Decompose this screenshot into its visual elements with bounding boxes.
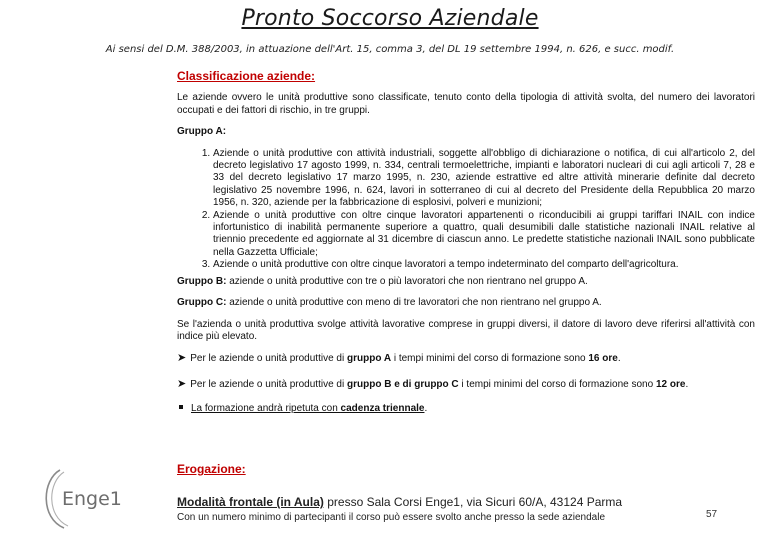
group-c-paragraph bbox=[177, 297, 755, 309]
group-b-text: aziende o unità produttive con tre o più lavoratori che non rientrano nel gruppo A. bbox=[226, 275, 588, 287]
square-bullet-icon bbox=[179, 405, 183, 409]
group-a-heading: Gruppo A: bbox=[177, 126, 227, 138]
rule-group-a: ➤ Per le aziende o unità produttive di gruppo A i tempi minimi del corso di formazione sono 16 ore. bbox=[177, 352, 621, 365]
left-margin bbox=[0, 0, 172, 540]
rule-group-bc: ➤ Per le aziende o unità produttive di gruppo B e di gruppo C i tempi minimi del corso di formazione sono 12 ore. bbox=[177, 377, 689, 390]
mixed-activity-note: Se l'azienda o unità produttiva svolge attività lavorative comprese in gruppi diversi, il datore di lavoro deve riferirsi all'attività con indice più elevato. bbox=[177, 318, 755, 342]
delivery-mode-text: presso Sala Corsi Enge1, via Sicuri 60/A, 43124 Parma bbox=[323, 495, 623, 509]
erogation-heading: Erogazione: bbox=[177, 462, 246, 476]
group-b-label: Gruppo B: bbox=[177, 275, 227, 287]
page-number: 57 bbox=[706, 509, 718, 520]
group-a-item: 1. Aziende o unità produttive con attività industriali, soggette all'obbligo di dichiarazione o notifica, di cui all'articolo 2, del decreto legislativo 17 agosto 1999, n. 334, centrali termoelettriche, impianti e laboratori nucleari di cui agli articoli 7, 28 e 33 del decreto legislativo 17 marzo 1995, n. 230, aziende estrattive ed altre attività minerarie definite dal decreto legislativo 25 novembre 1996, n. 624, lavori in sotterraneo di cui al decreto del Presidente della Repubblica 20 marzo 1956, n. 320, aziende per la fabbricazione di esplosivi, polveri e munizioni; bbox=[213, 148, 755, 210]
group-a-item: 3. Aziende o unità produttive con oltre cinque lavoratori a tempo indeterminato del comparto dell'agricoltura. bbox=[213, 259, 755, 271]
classification-heading: Classificazione aziende: bbox=[177, 69, 316, 83]
page-subtitle: Ai sensi del D.M. 388/2003, in attuazione dell'Art. 15, comma 3, del DL 19 settembre 1994, n. 626, e succ. modif. bbox=[105, 44, 675, 55]
group-c-label: Gruppo C: bbox=[177, 297, 227, 309]
arrow-bullet-icon: ➤ bbox=[177, 377, 187, 390]
delivery-mode bbox=[177, 495, 622, 509]
delivery-mode-label: Modalità frontale (in Aula) bbox=[177, 495, 324, 509]
classification-intro: Le aziende ovvero le unità produttive sono classificate, tenuto conto della tipologia di attività svolta, del numero dei lavoratori occupati e dei fattori di rischio, in tre gruppi. bbox=[177, 92, 755, 116]
logo-text: Enge1 bbox=[62, 488, 122, 510]
main-content bbox=[177, 70, 755, 428]
group-b-paragraph bbox=[177, 276, 755, 288]
arrow-bullet-icon: ➤ bbox=[177, 352, 187, 365]
minimum-participants-note: Con un numero minimo di partecipanti il corso può essere svolto anche presso la sede aziendale bbox=[177, 512, 606, 523]
group-a-list bbox=[177, 148, 755, 272]
page-title: Pronto Soccorso Aziendale bbox=[241, 6, 539, 31]
group-a-item: 2. Aziende o unità produttive con oltre cinque lavoratori appartenenti o riconducibili ai gruppi tariffari INAIL con indice infortunistico di inabilità permanente superiore a quattro, quali desumibili dalle statistiche nazionali INAIL relative al triennio precedente ed aggiornate al 31 dicembre di ciascun anno. Le predette statistiche nazionali INAIL sono pubblicate nella Gazzetta Ufficiale; bbox=[213, 210, 755, 260]
repeat-note: La formazione andrà ripetuta con cadenza triennale. bbox=[177, 403, 755, 415]
group-c-text: aziende o unità produttive con meno di tre lavoratori che non rientrano nel gruppo A. bbox=[226, 297, 602, 309]
